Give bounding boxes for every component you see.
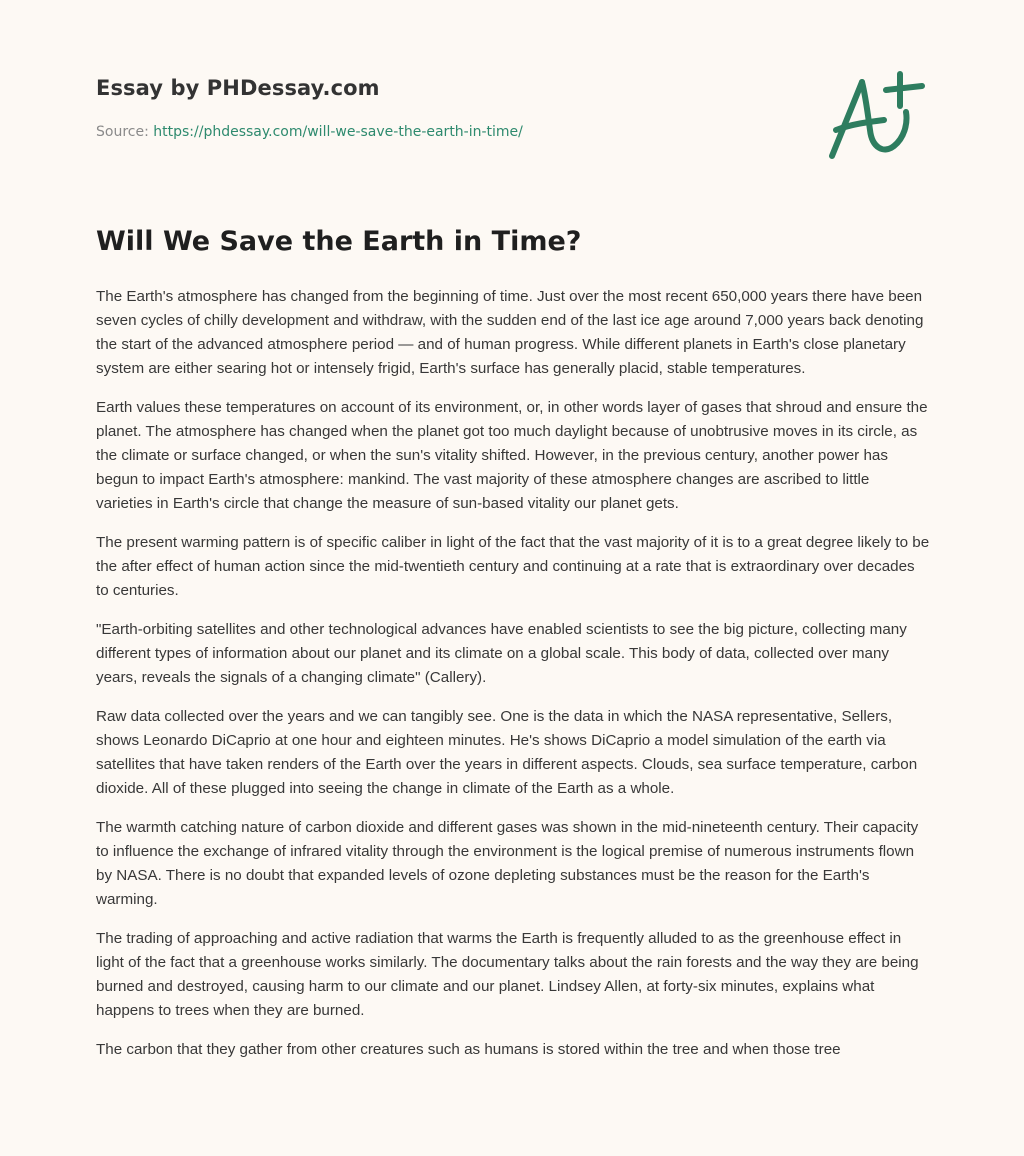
essay-body xyxy=(96,285,930,1077)
essay-paragraph: The trading of approaching and active radiation that warms the Earth is frequently alluded to as the greenhouse effect in light of the fact that a greenhouse works similarly. The documentary talks about the rain forests and the way they are being burned and destroyed, causing harm to our climate and our planet. Lindsey Allen, at forty-six minutes, explains what happens to trees when they are burned. xyxy=(96,930,919,1019)
essay-paragraph: The carbon that they gather from other creatures such as humans is stored within the tree and when those tree xyxy=(96,1041,841,1058)
essay-title: Will We Save the Earth in Time? xyxy=(96,226,582,257)
essay-paragraph: Raw data collected over the years and we can tangibly see. One is the data in which the NASA representative, Sellers, shows Leonardo DiCaprio at one hour and eighteen minutes. He's shows DiCaprio a model simulation of the earth via satellites that have taken renders of the Earth over the years in different aspects. Clouds, sea surface temperature, carbon dioxide. All of these plugged into seeing the change in climate of the Earth as a whole. xyxy=(96,708,918,797)
essay-paragraph: "Earth-orbiting satellites and other technological advances have enabled scientists to see the big picture, collecting many different types of information about our planet and its climate on a global scale. This body of data, collected over many years, reveals the signals of a changing climate" (Callery). xyxy=(96,621,907,686)
essay-paragraph: The present warming pattern is of specific caliber in light of the fact that the vast majority of it is to a great degree likely to be the after effect of human action since the mid-twentieth century and continuing at a rate that is extraordinary over decades to centuries. xyxy=(96,534,930,599)
source-line xyxy=(96,124,523,140)
site-title: Essay by PHDessay.com xyxy=(96,76,380,100)
essay-paragraph: The warmth catching nature of carbon dioxide and different gases was shown in the mid-nineteenth century. Their capacity to influence the exchange of infrared vitality through the environment is the logical premise of numerous instruments flown by NASA. There is no doubt that expanded levels of ozone depleting substances must be the reason for the Earth's warming. xyxy=(96,819,919,908)
source-label: Source: xyxy=(96,124,154,140)
essay-paragraph: Earth values these temperatures on account of its environment, or, in other words layer of gases that shroud and ensure the planet. The atmosphere has changed when the planet got too much daylight because of unobtrusive moves in its circle, as the climate or surface changed, or when the sun's vitality shifted. However, in the previous century, another power has begun to impact Earth's atmosphere: mankind. The vast majority of these atmosphere changes are ascribed to little varieties in Earth's circle that change the measure of sun-based vitality our planet gets. xyxy=(96,399,928,512)
essay-paragraph: The Earth's atmosphere has changed from the beginning of time. Just over the most recent 650,000 years there have been seven cycles of chilly development and withdraw, with the sudden end of the last ice age around 7,000 years back denoting the start of the advanced atmosphere period — and of human progress. While different planets in Earth's close planetary system are either searing hot or intensely frigid, Earth's surface has generally placid, stable temperatures. xyxy=(96,288,924,377)
source-link[interactable]: https://phdessay.com/will-we-save-the-earth-in-time/ xyxy=(153,124,523,140)
a-plus-grade-icon xyxy=(822,68,932,168)
